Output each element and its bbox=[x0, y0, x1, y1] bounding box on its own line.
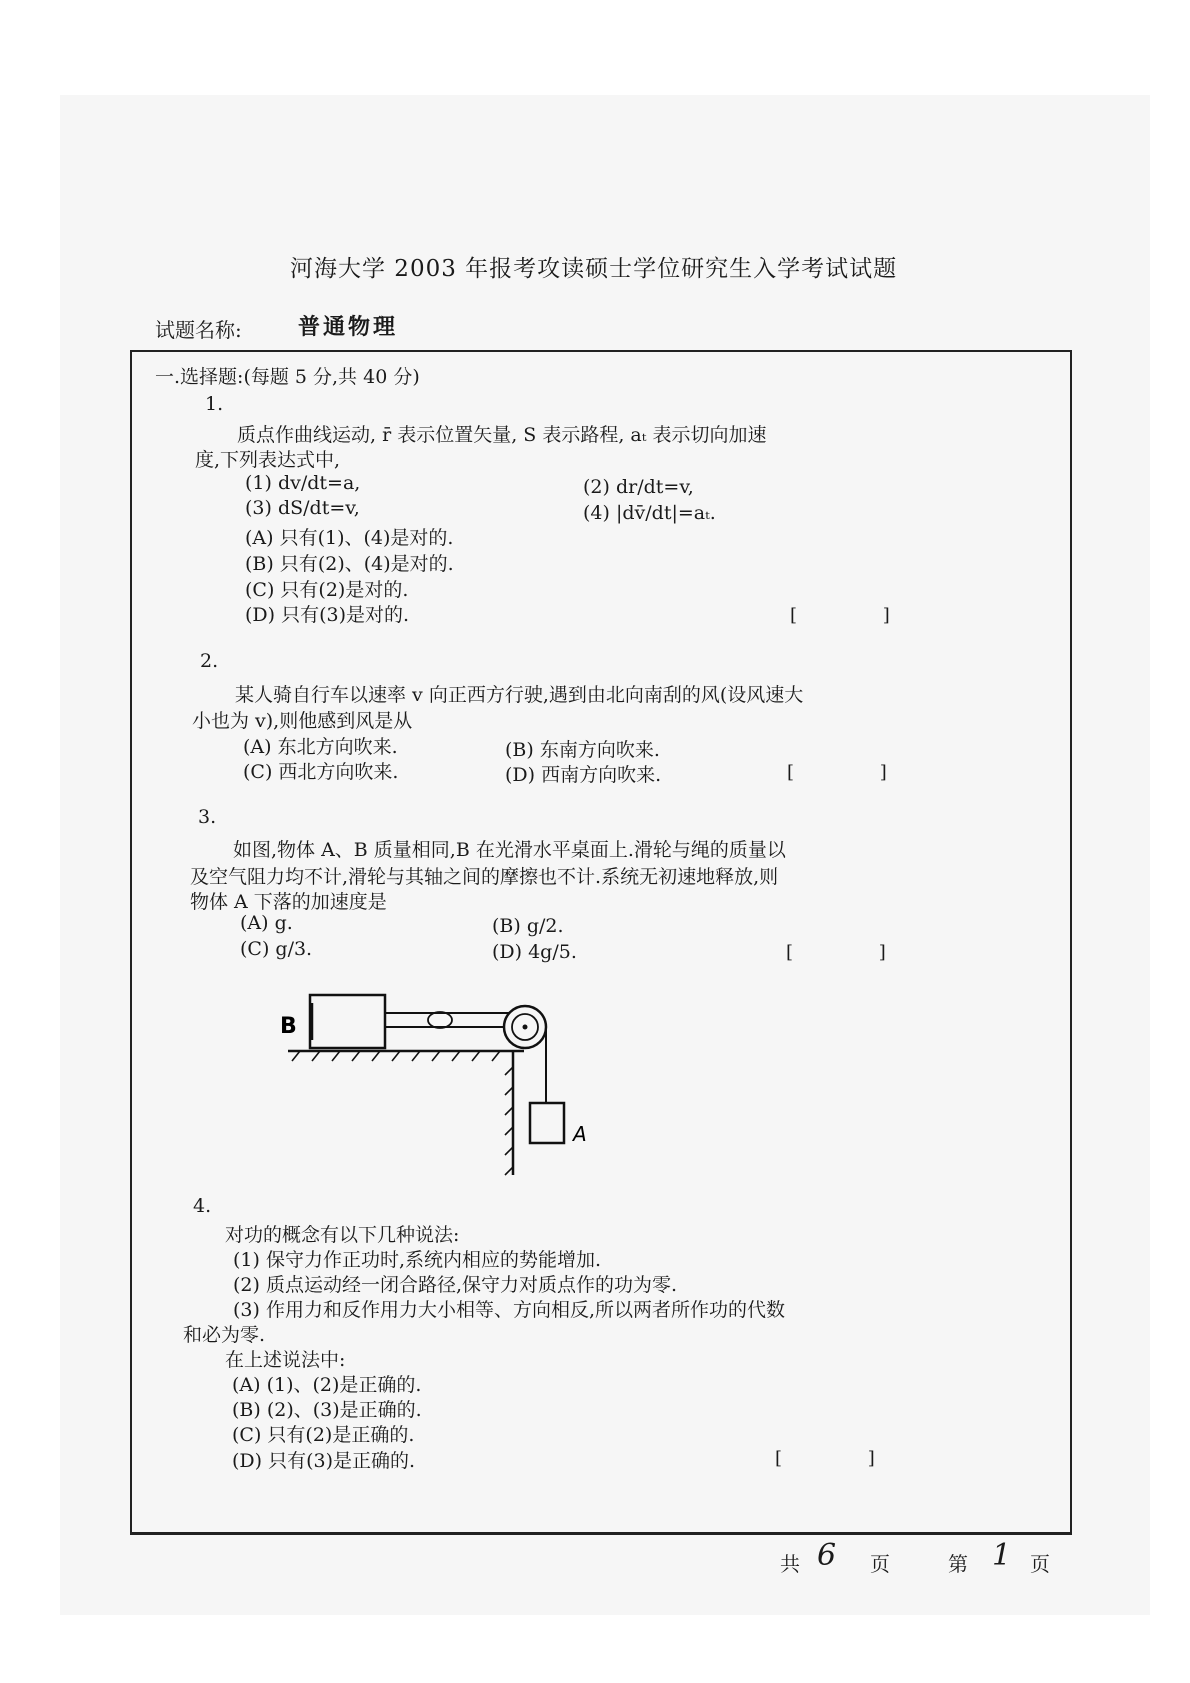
figure-label-a: A bbox=[573, 1122, 587, 1146]
q2-option-a: (A) 东北方向吹来. bbox=[243, 736, 398, 758]
footer-total-pages: 6 bbox=[817, 1538, 837, 1573]
subject-label: 试题名称: bbox=[155, 318, 242, 342]
q4-answer-bracket: [ ] bbox=[775, 1448, 915, 1469]
q3-option-d: (D) 4g/5. bbox=[492, 941, 577, 963]
table-hatching bbox=[292, 1051, 500, 1061]
q3-stem-line-1: 如图,物体 A、B 质量相同,B 在光滑水平桌面上.滑轮与绳的质量以 bbox=[233, 839, 786, 861]
q4-stem-line-2: (1) 保守力作正功时,系统内相应的势能增加. bbox=[233, 1249, 602, 1271]
q1-statement-2: (2) dr/dt=v, bbox=[583, 476, 694, 498]
footer-page-number: 1 bbox=[992, 1538, 1012, 1573]
q4-stem-line-6: 在上述说法中: bbox=[225, 1349, 346, 1371]
footer-page-prefix: 第 bbox=[948, 1552, 968, 1576]
q1-statement-4: (4) |dv̄/dt|=aₜ. bbox=[583, 502, 716, 524]
q4-option-d: (D) 只有(3)是正确的. bbox=[232, 1450, 416, 1472]
q1-number: 1. bbox=[205, 393, 224, 415]
section-heading: 一.选择题:(每题 5 分,共 40 分) bbox=[155, 366, 420, 388]
q2-option-d: (D) 西南方向吹来. bbox=[505, 764, 662, 786]
q4-option-a: (A) (1)、(2)是正确的. bbox=[232, 1374, 422, 1396]
q3-stem-line-3: 物体 A 下落的加速度是 bbox=[190, 891, 387, 913]
q3-stem-line-2: 及空气阻力均不计,滑轮与其轴之间的摩擦也不计.系统无初速地释放,则 bbox=[190, 866, 779, 888]
q4-stem-line-4: (3) 作用力和反作用力大小相等、方向相反,所以两者所作功的代数 bbox=[233, 1299, 785, 1321]
q1-option-b: (B) 只有(2)、(4)是对的. bbox=[245, 553, 454, 575]
q1-statement-3: (3) dS/dt=v, bbox=[245, 497, 360, 519]
q4-stem-line-5: 和必为零. bbox=[183, 1324, 266, 1346]
q3-option-a: (A) g. bbox=[240, 912, 293, 934]
footer-total-suffix: 页 bbox=[870, 1552, 890, 1576]
q2-stem-line-1: 某人骑自行车以速率 v 向正西方行驶,遇到由北向南刮的风(设风速大 bbox=[235, 684, 804, 706]
q2-option-b: (B) 东南方向吹来. bbox=[505, 739, 660, 761]
q4-option-c: (C) 只有(2)是正确的. bbox=[232, 1424, 415, 1446]
q3-answer-bracket: [ ] bbox=[786, 942, 926, 963]
pulley-axle bbox=[523, 1025, 528, 1030]
q1-option-d: (D) 只有(3)是对的. bbox=[245, 604, 410, 626]
exam-title: 河海大学 2003 年报考攻读硕士学位研究生入学考试试题 bbox=[290, 256, 898, 282]
q1-answer-bracket: [ ] bbox=[790, 605, 930, 626]
block-a bbox=[530, 1103, 564, 1143]
q2-answer-bracket: [ ] bbox=[787, 762, 927, 783]
q2-option-c: (C) 西北方向吹来. bbox=[243, 761, 399, 783]
q1-option-c: (C) 只有(2)是对的. bbox=[245, 579, 409, 601]
q3-number: 3. bbox=[198, 806, 217, 828]
pulley-figure bbox=[270, 985, 600, 1180]
q1-stem-line-2: 度,下列表达式中, bbox=[195, 449, 341, 471]
footer-page-suffix: 页 bbox=[1030, 1552, 1050, 1576]
block-b bbox=[310, 995, 385, 1048]
q4-stem-line-3: (2) 质点运动经一闭合路径,保守力对质点作的功为零. bbox=[233, 1274, 678, 1296]
figure-label-b: B bbox=[280, 1014, 297, 1039]
q3-option-b: (B) g/2. bbox=[492, 915, 564, 937]
rope-ring bbox=[428, 1012, 452, 1028]
q1-statement-1: (1) dv/dt=a, bbox=[245, 472, 361, 494]
q4-option-b: (B) (2)、(3)是正确的. bbox=[232, 1399, 422, 1421]
q4-number: 4. bbox=[193, 1195, 212, 1217]
q4-stem-line-1: 对功的概念有以下几种说法: bbox=[225, 1224, 460, 1246]
q2-number: 2. bbox=[200, 650, 219, 672]
footer-total-prefix: 共 bbox=[780, 1552, 800, 1576]
q1-stem-line-1: 质点作曲线运动, r̄ 表示位置矢量, S 表示路程, aₜ 表示切向加速 bbox=[237, 424, 767, 446]
subject-value: 普通物理 bbox=[298, 314, 399, 340]
q3-option-c: (C) g/3. bbox=[240, 938, 313, 960]
q1-option-a: (A) 只有(1)、(4)是对的. bbox=[245, 527, 454, 549]
q2-stem-line-2: 小也为 v),则他感到风是从 bbox=[192, 710, 413, 732]
